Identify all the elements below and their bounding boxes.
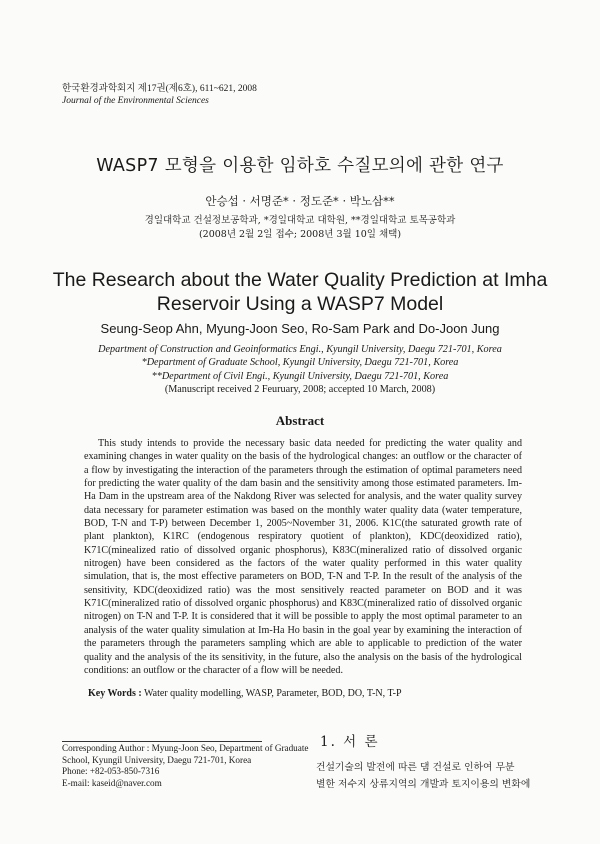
english-authors: Seung-Seop Ahn, Myung-Joon Seo, Ro-Sam Park and Do-Joon Jung [100,321,500,336]
journal-citation-block [62,83,257,107]
keywords-label: Key Words : [88,688,142,699]
english-title-line2: Reservoir Using a WASP7 Model [156,293,444,315]
abstract-heading: Abstract [275,413,325,428]
korean-title: WASP7 모형을 이용한 임하호 수질모의에 관한 연구 [96,156,504,176]
footnote-line-3: Phone: +82-053-850-7316 [62,766,160,776]
korean-authors: 안승섭 · 서명준* · 정도준* · 박노삼** [205,194,395,208]
korean-dates: (2008년 2월 2일 접수; 2008년 3월 10일 채택) [198,228,402,240]
english-affiliations-block [0,343,600,396]
english-affiliation-3: **Department of Civil Engi., Kyungil University, Daegu 721-701, Korea [151,370,449,382]
intro-line-2: 별한 저수지 상류지역의 개발과 토지이용의 변화에 [316,778,531,790]
introduction-text [302,760,554,793]
intro-line-1: 건설기술의 발전에 따른 댐 건설로 인하여 무분 [316,762,515,773]
english-affiliation-1: Department of Construction and Geoinformatics Engi., Kyungil University, Daegu 721-701, Korea [98,344,502,355]
keywords [88,688,402,699]
korean-affiliations: 경일대학교 건설정보공학과, *경일대학교 대학원, **경일대학교 토목공학과 [144,215,456,226]
footnote-line-2: School, Kyungil University, Daegu 721-701, Korea [62,754,252,765]
english-title [0,268,600,316]
english-affiliation-2: *Department of Graduate School, Kyungil University, Daegu 721-701, Korea [141,357,459,369]
journal-name: Journal of the Environmental Sciences [62,96,209,106]
manuscript-dates: (Manuscript received 2 Feuruary, 2008; accepted 10 March, 2008) [164,383,436,395]
footnote-line-4: E-mail: kaseid@naver.com [62,777,162,788]
footnote-divider [62,741,262,742]
korean-affiliations-block [0,214,600,241]
journal-citation: 한국환경과학회지 제17권(제6호), 611~621, 2008 [62,84,257,94]
footnote-line-1: Corresponding Author : Myung-Joon Seo, Department of Graduate [62,743,309,753]
english-title-line1: The Research about the Water Quality Prediction at Imha [52,269,548,291]
abstract-body: This study intends to provide the necessary basic data needed for predicting the water quality and examining changes in water quality on the basis of the hydrological changes: an outflow or the character of a flow by investigating the interaction of the parameters through the estimation of optimal parameters need for predicting the water quality of the dam basin and the sensitivity among those estimated parameters. Im-Ha Dam in the upstream area of the Nakdong River was selected for analysis, and the water quality survey data necessary for parameter estimation was based on the monthly water quality data (water temperature, BOD, T-N and T-P) between December 1, 2005~November 31, 2006. K1C(the saturated growth rate of plant plankton), K1RC (endogenous respiratory quotient of plankton), KDC(deoxidized ratio), K71C(minealized ratio of dissolved organic phosphorus), K83C(mineralized ratio of dissolved organic nitrogen) have been considered as the factors of the water quality performed in this water quality simulation, that is, the most effective parameters on BOD, T-N and T-P. In the result of the analysis of the sensitivity, KDC(deoxidized ratio) was the most sensitively reacted parameter on BOD and it was K71C(mineralized ratio of dissolved organic phosphorus) and K83C(mineralized ratio of dissolved organic nitrogen) on T-N and T-P. It is considered that it will be possible to apply the most optimal parameter to an analysis of the water quality simulation at Im-Ha Ho basin in the goal year by examining the interaction of the parameters through the parameters sampling which are able to applicable to prediction of the water quality and the analysis of the its sensitivity, in the future, also the analysis on the basis of the hydrological conditions: an outflow or the character of a flow will be needed. [84,438,522,676]
keywords-text: Water quality modelling, WASP, Parameter, BOD, DO, T-N, T-P [141,688,402,699]
corresponding-author-footnote [62,743,309,789]
section-heading-introduction: 1. 서 론 [320,734,380,750]
